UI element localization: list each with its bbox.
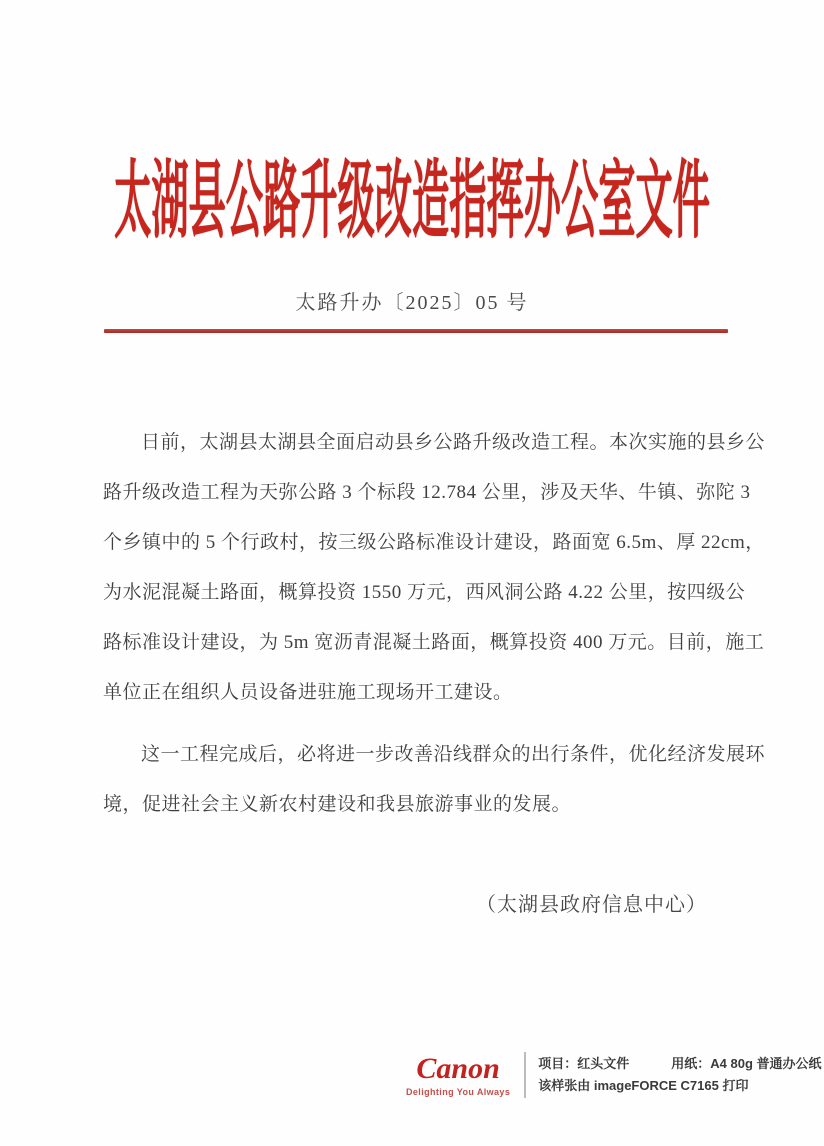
red-divider-rule: [104, 329, 728, 333]
paragraph-line: 路标准设计建设，为 5m 宽沥青混凝土路面，概算投资 400 万元。目前，施工: [103, 632, 765, 653]
paragraph-line: 为水泥混凝土路面，概算投资 1550 万元，西风洞公路 4.22 公里，按四级公: [103, 582, 746, 603]
print-paper-label: 用纸：A4 80g 普通办公纸: [671, 1056, 822, 1071]
canon-logo: [406, 1051, 524, 1097]
body-paragraph-2: [103, 730, 766, 830]
document-header: [0, 138, 824, 248]
paragraph-line: 个乡镇中的 5 个行政村，按三级公路标准设计建设，路面宽 6.5m、厚 22cm，: [103, 532, 765, 553]
paragraph-line: 路升级改造工程为天弥公路 3 个标段 12.784 公里，涉及天华、牛镇、弥陀 3: [103, 482, 751, 503]
print-footer: [406, 1052, 822, 1098]
document-number: 太路升办〔2025〕05 号: [295, 292, 529, 314]
canon-tagline: Delighting You Always: [406, 1086, 511, 1097]
print-project-label: 项目：红头文件: [538, 1056, 630, 1071]
print-info-row-2: 该样张由 imageFORCE C7165 打印: [538, 1078, 749, 1093]
print-info-row-1: [538, 1053, 821, 1075]
canon-wordmark: Canon: [416, 1051, 500, 1085]
paragraph-line: 日前，太湖县太湖县全面启动县乡公路升级改造工程。本次实施的县乡公: [141, 432, 766, 453]
paragraph-line: 这一工程完成后，必将进一步改善沿线群众的出行条件，优化经济发展环: [141, 744, 766, 765]
paragraph-line: 境，促进社会主义新农村建设和我县旅游事业的发展。: [103, 794, 572, 815]
document-title: 太湖县公路升级改造指挥办公室文件: [114, 154, 710, 249]
body-paragraph-1: [103, 418, 766, 718]
signature-line: （太湖县政府信息中心）: [476, 894, 707, 916]
print-info: [526, 1053, 821, 1097]
document-body: [103, 418, 766, 830]
paragraph-line: 单位正在组织人员设备进驻施工现场开工建设。: [103, 682, 513, 703]
